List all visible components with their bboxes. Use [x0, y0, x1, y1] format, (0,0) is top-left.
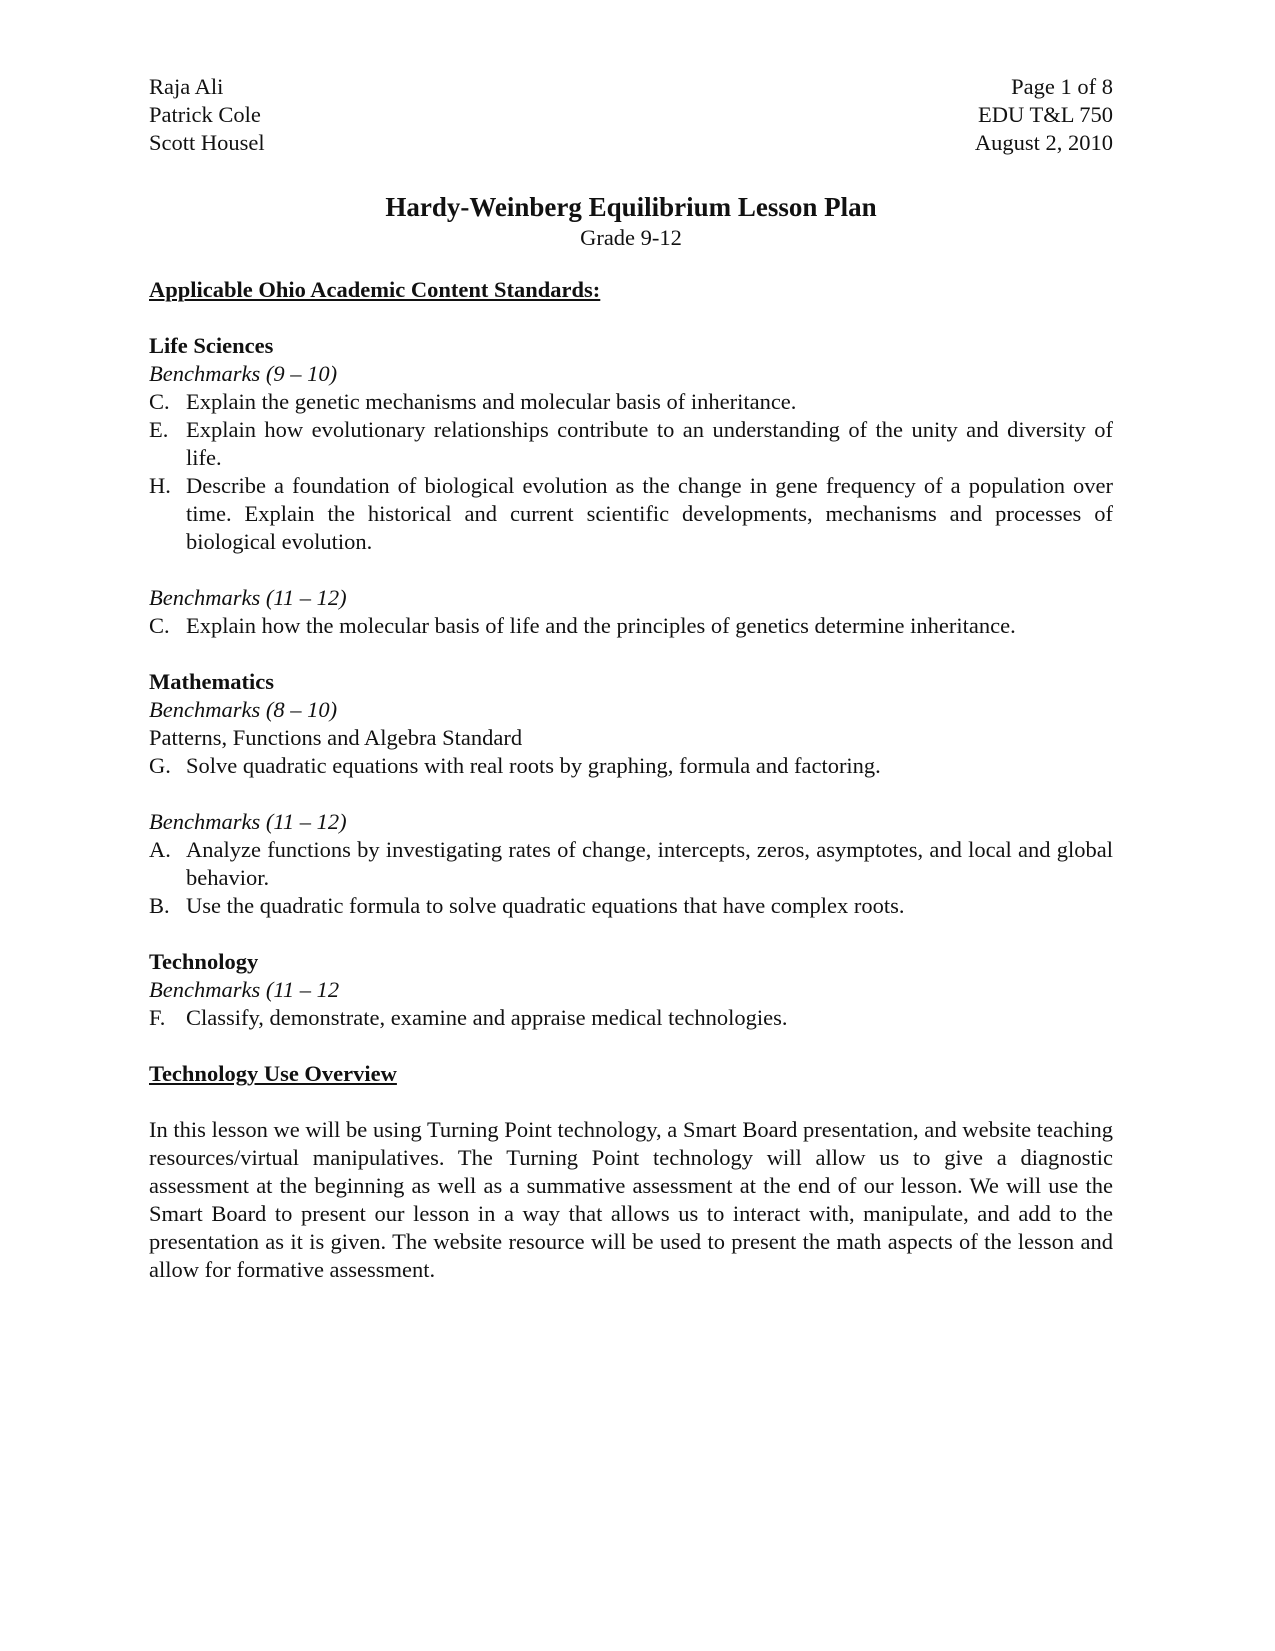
benchmark-label: Benchmarks (11 – 12) [149, 809, 347, 834]
item-letter: B. [149, 893, 170, 918]
page-number: Page 1 of 8 [1011, 74, 1113, 99]
list-item [149, 1004, 1113, 1032]
item-letter: C. [149, 613, 170, 638]
list-item [149, 612, 1113, 640]
list-item [149, 416, 1113, 472]
item-letter: A. [149, 837, 171, 862]
grade-level: Grade 9-12 [580, 225, 682, 250]
benchmark-label: Benchmarks (9 – 10) [149, 361, 338, 386]
list-item [149, 388, 1113, 416]
course-code: EDU T&L 750 [978, 102, 1113, 127]
item-text: Solve quadratic equations with real roots by graphing, formula and factoring. [186, 753, 881, 778]
life-sciences-heading: Life Sciences [149, 333, 274, 358]
document-title: Hardy-Weinberg Equilibrium Lesson Plan [385, 192, 877, 222]
author-name: Patrick Cole [149, 102, 261, 127]
document-date: August 2, 2010 [974, 130, 1113, 155]
item-letter: G. [149, 753, 171, 778]
document-meta [975, 73, 1113, 157]
item-text: Explain how the molecular basis of life and the principles of genetics determine inheritance. [186, 613, 1016, 638]
item-text: Explain the genetic mechanisms and molecular basis of inheritance. [186, 389, 797, 414]
standard-name: Patterns, Functions and Algebra Standard [149, 725, 523, 750]
document-content [149, 73, 1113, 1284]
item-letter: E. [149, 417, 169, 442]
item-letter: C. [149, 389, 170, 414]
benchmark-label: Benchmarks (11 – 12 [149, 977, 340, 1002]
item-letter: H. [149, 473, 171, 498]
overview-heading: Technology Use Overview [149, 1061, 397, 1086]
item-text: Analyze functions by investigating rates of change, intercepts, zeros, asymptotes, and local and global behavior. [186, 837, 1113, 890]
overview-paragraph: In this lesson we will be using Turning Point technology, a Smart Board presentation, and website teaching resources/virtual manipulatives. The Turning Point technology will allow us to give a diagnostic assessment at the beginning as well as a summative assessment at the end of our lesson. We will use the Smart Board to present our lesson in a way that allows us to interact with, manipulate, and add to the presentation as it is given. The website resource will be used to present the math aspects of the lesson and allow for formative assessment. [149, 1117, 1113, 1282]
item-text: Use the quadratic formula to solve quadratic equations that have complex roots. [186, 893, 905, 918]
author-name: Raja Ali [149, 74, 224, 99]
title-block [149, 190, 1113, 252]
mathematics-heading: Mathematics [149, 669, 274, 694]
item-text: Explain how evolutionary relationships contribute to an understanding of the unity and diversity of life. [186, 417, 1113, 470]
list-item [149, 892, 1113, 920]
page-header [149, 73, 1113, 157]
standards-heading: Applicable Ohio Academic Content Standards: [149, 277, 601, 302]
list-item [149, 836, 1113, 892]
item-text: Describe a foundation of biological evolution as the change in gene frequency of a population over time. Explain the historical and current scientific developments, mechanisms and processes of biological evolution. [186, 473, 1113, 554]
benchmark-label: Benchmarks (11 – 12) [149, 585, 347, 610]
item-text: Classify, demonstrate, examine and appraise medical technologies. [186, 1005, 788, 1030]
list-item [149, 472, 1113, 556]
item-letter: F. [149, 1005, 166, 1030]
benchmark-label: Benchmarks (8 – 10) [149, 697, 338, 722]
author-list [149, 73, 265, 157]
technology-heading: Technology [149, 949, 259, 974]
author-name: Scott Housel [149, 130, 265, 155]
list-item [149, 752, 1113, 780]
